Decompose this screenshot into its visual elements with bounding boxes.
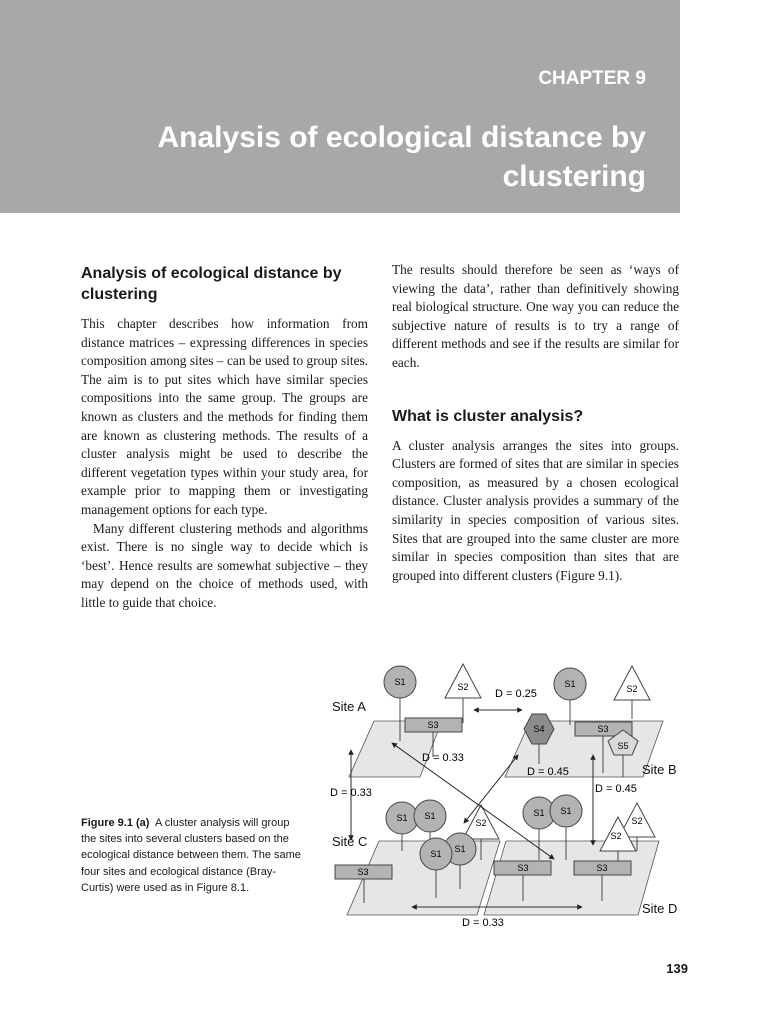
site-b-s2-triangle bbox=[614, 666, 650, 700]
site-d-s3-label: S3 bbox=[596, 863, 608, 873]
site-b-s1-label: S1 bbox=[564, 679, 576, 689]
site-b-s4-label: S4 bbox=[533, 724, 545, 734]
chapter-header-band bbox=[0, 0, 680, 213]
site-d-s3-label: S3 bbox=[517, 863, 529, 873]
site-c-s3-label: S3 bbox=[357, 867, 369, 877]
right-column bbox=[392, 261, 679, 585]
figure-9-1-diagram bbox=[322, 655, 692, 935]
distance-label-ab: D = 0.25 bbox=[495, 688, 537, 700]
figure-caption bbox=[81, 815, 301, 896]
chapter-title: Analysis of ecological distance by clustering bbox=[157, 121, 646, 193]
distance-label-ac: D = 0.33 bbox=[330, 787, 372, 799]
site-d-plane bbox=[484, 841, 659, 915]
distance-label-cd: D = 0.33 bbox=[462, 917, 504, 929]
site-c-s1-label: S1 bbox=[454, 844, 466, 854]
site-d-label: Site D bbox=[642, 901, 678, 916]
figure-caption-label: Figure 9.1 (a) bbox=[81, 817, 150, 829]
paragraph: Many different clustering methods and algorithms exist. There is no single way to decide which is ‘best’. Hence results are somewhat subjective – they may depend on the choice of methods used, with little to guide that choice. bbox=[81, 520, 368, 610]
paragraph: This chapter describes how information from distance matrices – expressing differences in species composition among sites – can be used to group sites. The aim is to put sites which have similar species compositions into the same group. The groups are known as clusters and the methods for finding them are known as clustering methods. The results of a cluster analysis might be used to describe the different vegetation types within your study area, for example prior to mapping them or investigating management options for each type. bbox=[81, 316, 368, 517]
site-b-s3-label: S3 bbox=[597, 724, 609, 734]
section-heading-left: Analysis of ecological distance by clustering bbox=[81, 265, 342, 303]
paragraph: A cluster analysis arranges the sites into groups. Clusters are formed of sites that are similar in species composition, as measured by a chosen ecological distance. Cluster analysis provides a summary of the similarity in species composition of various sites. Sites that are grouped into the same cluster are more similar in species composition than sites that are grouped into different clusters (Figure 9.1). bbox=[392, 437, 679, 583]
distance-label-bc: D = 0.45 bbox=[527, 766, 569, 778]
chapter-label: CHAPTER 9 bbox=[538, 68, 646, 89]
site-d-s1-label: S1 bbox=[560, 806, 572, 816]
site-c-label: Site C bbox=[332, 834, 368, 849]
figure-caption-text: A cluster analysis will group the sites into several clusters based on the ecological distance between them. The same four sites and ecological distance (Bray-Curtis) were used as in Figure 8.1. bbox=[81, 817, 301, 894]
distance-label-ad: D = 0.33 bbox=[422, 752, 464, 764]
site-a-s3-label: S3 bbox=[427, 720, 439, 730]
cluster-diagram-svg bbox=[322, 655, 692, 935]
site-b-label: Site B bbox=[642, 762, 677, 777]
site-d-s1-label: S1 bbox=[533, 808, 545, 818]
site-a-s1-label: S1 bbox=[394, 677, 406, 687]
page-number: 139 bbox=[666, 961, 688, 976]
site-a-s2-label: S2 bbox=[457, 682, 469, 692]
paragraph: The results should therefore be seen as ‘ways of viewing the data’, rather than definitively showing real biological structure. One way you can reduce the subjective nature of results is to try a range of different methods and see if the results are similar for each. bbox=[392, 262, 679, 370]
site-c-s2-label: S2 bbox=[475, 818, 487, 828]
distance-label-bd: D = 0.45 bbox=[595, 783, 637, 795]
site-c-s1-label: S1 bbox=[424, 811, 436, 821]
site-a-s2-triangle bbox=[445, 664, 481, 698]
left-column bbox=[81, 263, 368, 613]
site-d-s2-label: S2 bbox=[631, 816, 643, 826]
site-c-s1-label: S1 bbox=[396, 813, 408, 823]
site-c-s1-label: S1 bbox=[430, 849, 442, 859]
site-b-s5-label: S5 bbox=[617, 741, 629, 751]
section-heading-what-is-cluster-analysis: What is cluster analysis? bbox=[392, 407, 584, 425]
site-d-s2-label: S2 bbox=[610, 831, 622, 841]
site-b-s2-label: S2 bbox=[626, 684, 638, 694]
site-a-label: Site A bbox=[332, 699, 366, 714]
